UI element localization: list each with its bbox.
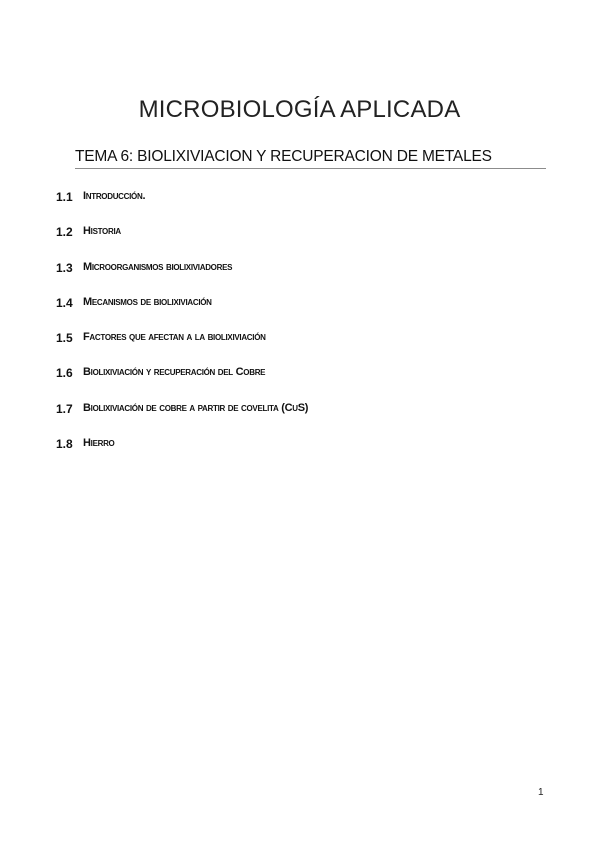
toc-item-label: Microorganismos biolixiviadores [83,260,233,273]
toc-item [56,261,308,296]
toc-item [56,225,308,260]
toc-item-label: Biolixiviación de cobre a partir de covelita (CuS) [83,401,309,414]
toc-item-label: Factores que afectan a la biolixiviación [83,331,266,344]
toc-item-number: 1.5 [56,331,73,346]
toc-item-number: 1.3 [56,260,73,275]
table-of-contents [56,190,308,472]
toc-item [56,296,308,331]
toc-item-number: 1.8 [56,437,73,452]
toc-item-number: 1.2 [56,225,73,240]
toc-item [56,402,308,437]
toc-item [56,190,308,225]
toc-item [56,331,308,366]
section-heading: TEMA 6: BIOLIXIVIACION Y RECUPERACION DE METALES [75,148,546,169]
page-number: 1 [538,787,544,798]
toc-item-label: Biolixiviación y recuperación del Cobre [83,366,266,379]
toc-item-label: Introducción. [83,190,146,202]
toc-item-label: Mecanismos de biolixiviación [83,295,212,308]
toc-item-number: 1.6 [56,366,73,381]
toc-item-number: 1.1 [56,190,73,204]
toc-item [56,437,308,472]
toc-item-number: 1.7 [56,401,73,416]
toc-item-label: Hierro [83,437,115,450]
document-title: MICROBIOLOGÍA APLICADA [138,96,461,123]
toc-item-label: Historia [83,225,121,238]
toc-item [56,366,308,401]
toc-item-number: 1.4 [56,295,73,310]
